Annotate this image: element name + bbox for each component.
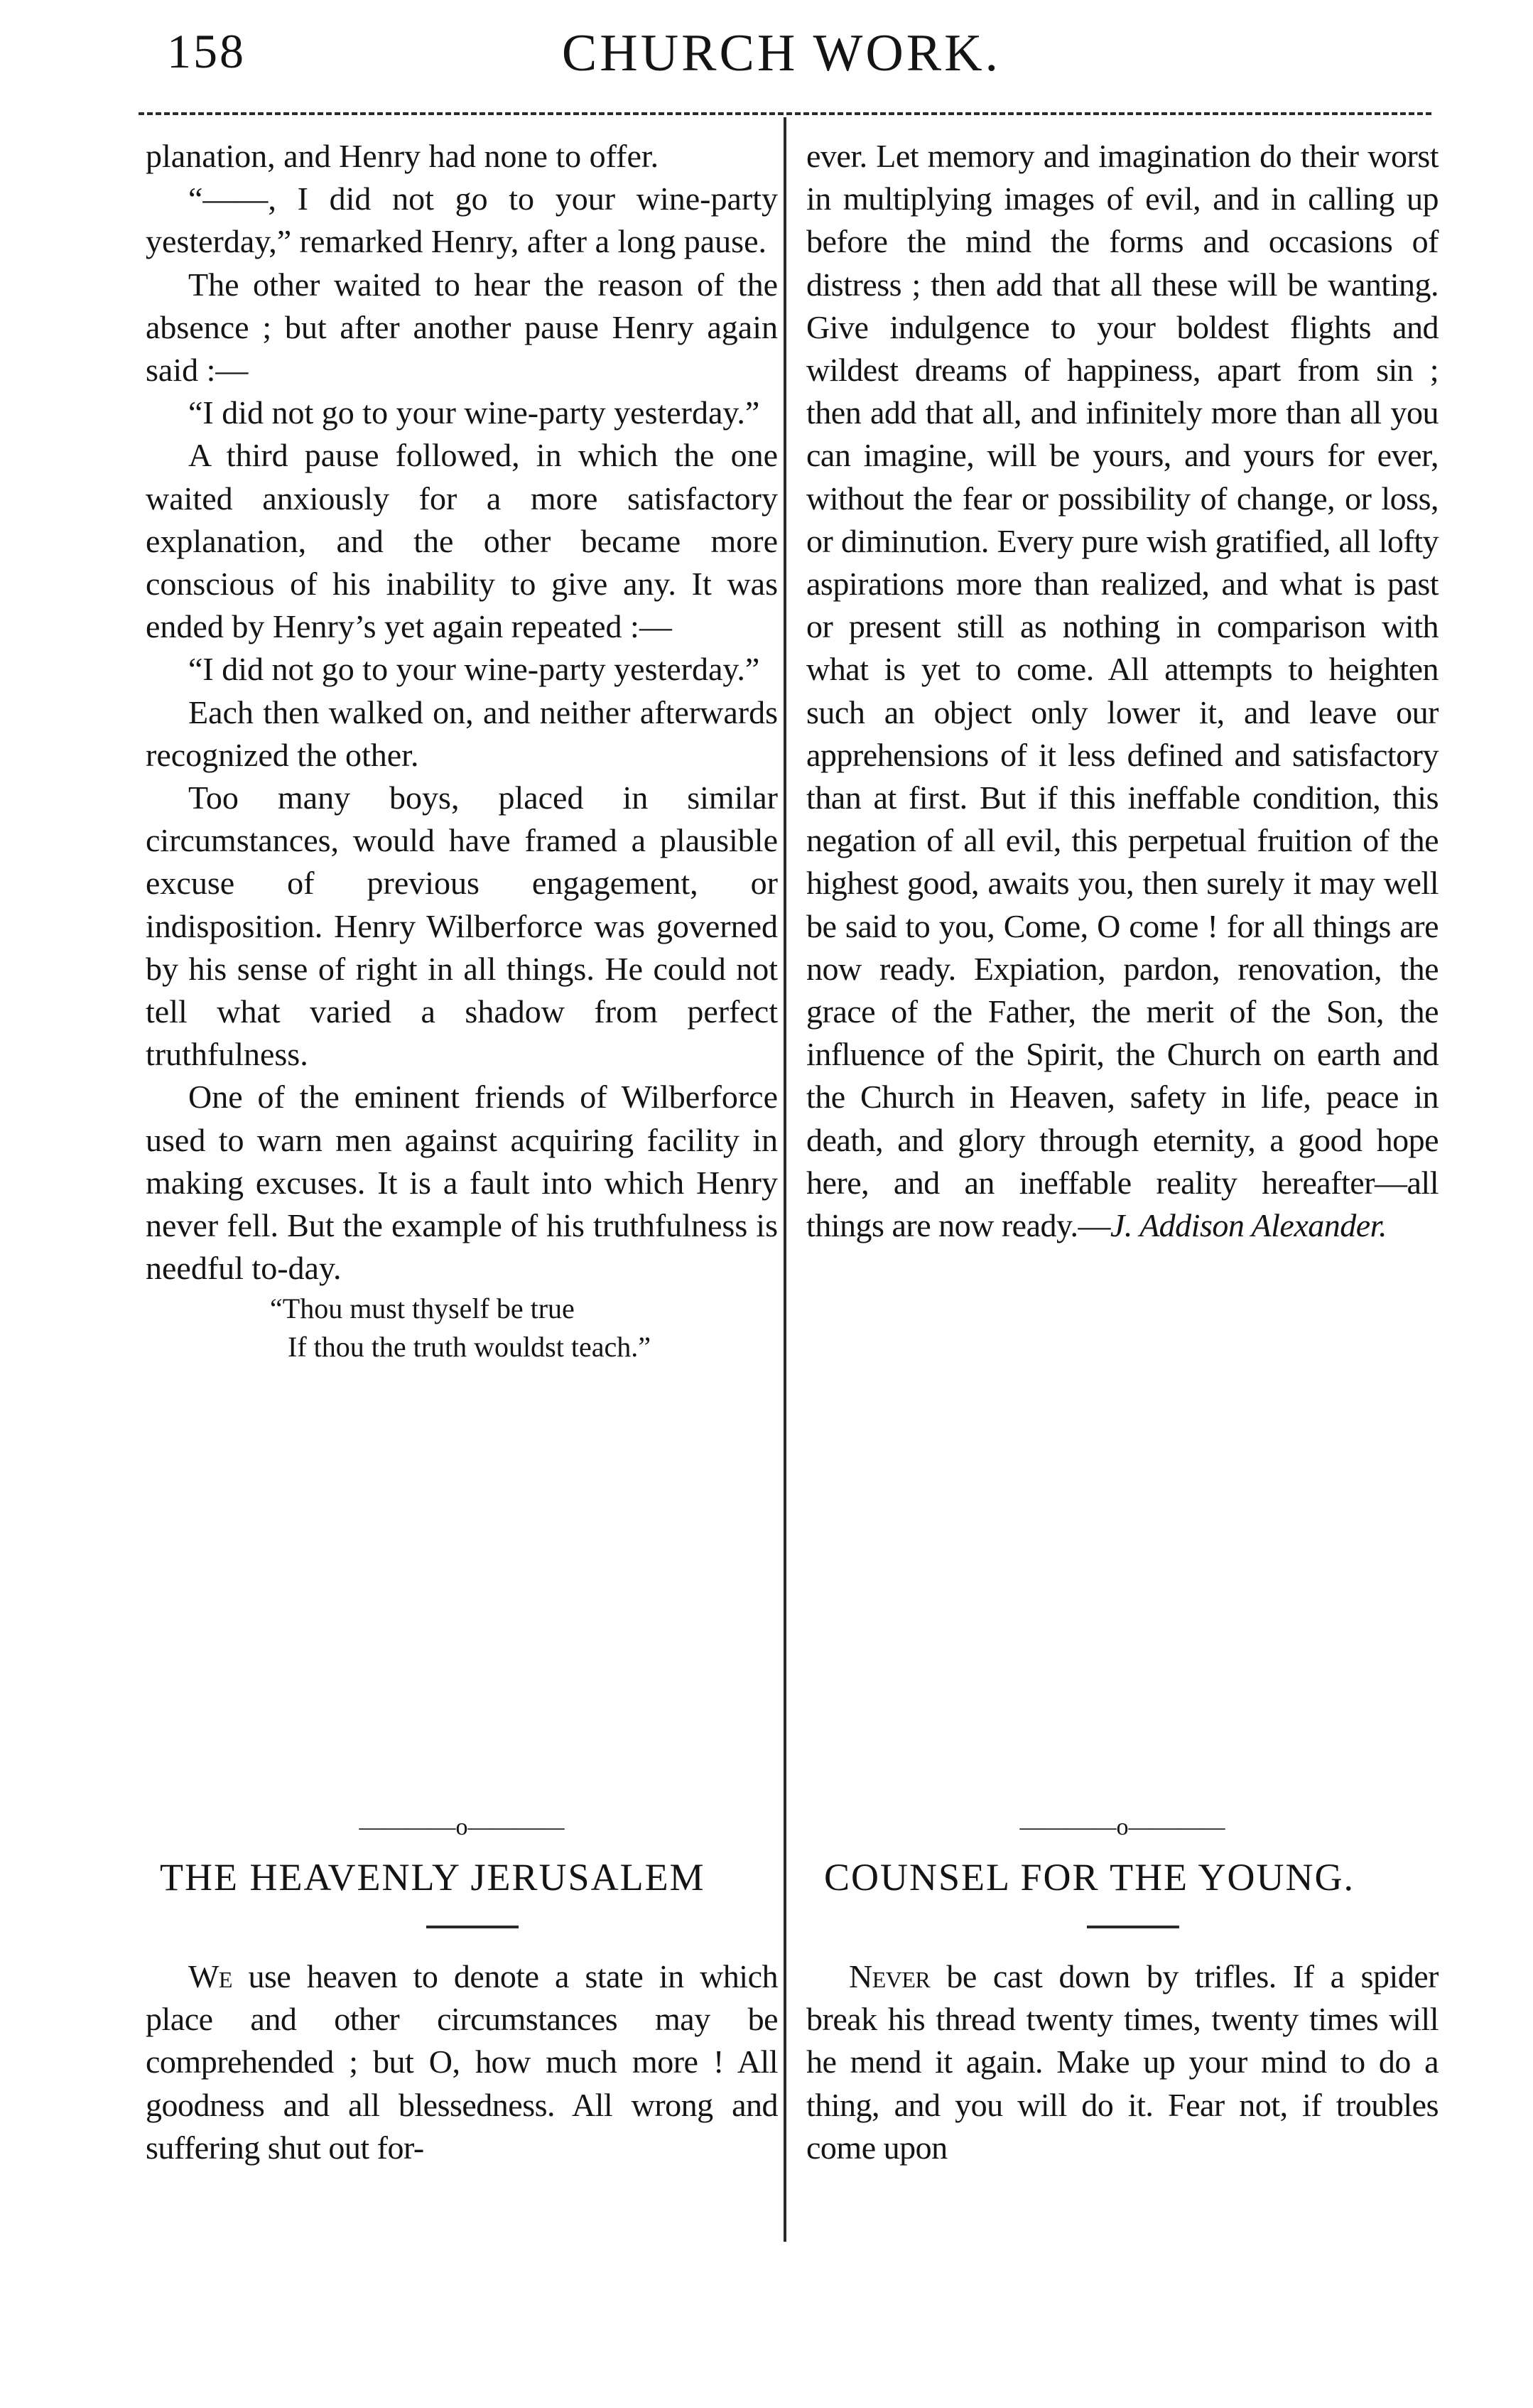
paragraph: One of the eminent friends of Wilberforce used to warn men against acquiring facility in making excuses. It is a fault into which Henry never fell. But the example of his truthfulness is needful to-day.	[146, 1079, 778, 1287]
paragraph: planation, and Henry had none to offer.	[146, 138, 659, 174]
section-title: THE HEAVENLY JERUSALEM	[160, 1856, 705, 1899]
paragraph: The other waited to hear the reason of the absence ; but after another pause Henry again said :—	[146, 266, 778, 389]
title-rule	[426, 1926, 519, 1928]
column-divider	[784, 117, 786, 2242]
title-rule	[1087, 1926, 1179, 1928]
lead-word: Never	[849, 1958, 931, 1994]
running-head: CHURCH WORK.	[561, 24, 1002, 82]
section-separator: ————o————	[359, 1814, 565, 1840]
page-number: 158	[167, 24, 246, 78]
left-column	[146, 135, 778, 1366]
paragraph-text: ever. Let memory and imagination do their worst in multiplying images of evil, and in calling up before the mind the forms and occasions of distress ; then add that all these will be wanting. Give indulgence to your boldest flights and wildest dreams of happiness, apart from sin ; then add that all, and infinitely more than all you can imagine, will be yours, and yours for ever, without the fear or possibility of change, or loss, or diminution. Every pure wish gratified, all lofty aspirations more than realized, and what is past or present still as nothing in comparison with what is yet to come. All attempts to heighten such an object only lower it, and leave our apprehensions of it less defined and satisfactory than at first. But if this ineffable condition, this negation of all evil, this perpetual fruition of the highest good, awaits you, then surely it may well be said to you, Come, O come ! for all things are now ready. Expiation, pardon, renovation, the grace of the Father, the merit of the Son, the influence of the Spirit, the Church on earth and the Church in Heaven, safety in life, peace in death, and glory through eternity, a good hope here, and an ineffable reality hereafter—all things are now ready.—	[806, 138, 1439, 1244]
paragraph: Each then walked on, and neither afterwards recognized the other.	[146, 693, 778, 773]
paragraph: Too many boys, placed in similar circumstances, would have framed a plausible excuse of previous engagement, or indisposition. Henry Wilberforce was governed by his sense of right in all things. He could not tell what varied a shadow from perfect truthfulness.	[146, 779, 778, 1073]
section-body	[146, 1955, 778, 2169]
section-separator: ————o————	[1019, 1814, 1225, 1840]
paragraph: “I did not go to your wine-party yesterday.”	[188, 394, 760, 431]
poem-line: “Thou must thyself be true	[270, 1292, 575, 1325]
lead-word: We	[188, 1958, 232, 1994]
paragraph	[806, 135, 1439, 1247]
section-title: COUNSEL FOR THE YOUNG.	[824, 1856, 1355, 1899]
section-paragraph	[806, 1955, 1439, 2169]
paragraph: A third pause followed, in which the one waited anxiously for a more satisfactory explanation, and the other became more conscious of his inability to give any. It was ended by Henry’s yet again repeated :—	[146, 437, 778, 645]
header-rule	[139, 112, 1431, 115]
attribution: J. Addison Alexander.	[1110, 1207, 1387, 1244]
section-paragraph	[146, 1955, 778, 2169]
paragraph: “——, I did not go to your wine-party yesterday,” remarked Henry, after a long pause.	[146, 180, 778, 260]
right-column	[806, 135, 1439, 1247]
paragraph-text: use heaven to denote a state in which place and other circumstances may be comprehended ; but O, how much more ! All goodness and all blessedness. All wrong and suffering shut out for-	[146, 1958, 778, 2166]
paragraph: “I did not go to your wine-party yesterday.”	[188, 651, 760, 688]
section-body	[806, 1955, 1439, 2169]
paragraph-text: be cast down by trifles. If a spider break his thread twenty times, twenty times will he mend it again. Make up your mind to do a thing, and you will do it. Fear not, if troubles come upon	[806, 1958, 1439, 2166]
poem-line: If thou the truth wouldst teach.”	[288, 1331, 651, 1364]
